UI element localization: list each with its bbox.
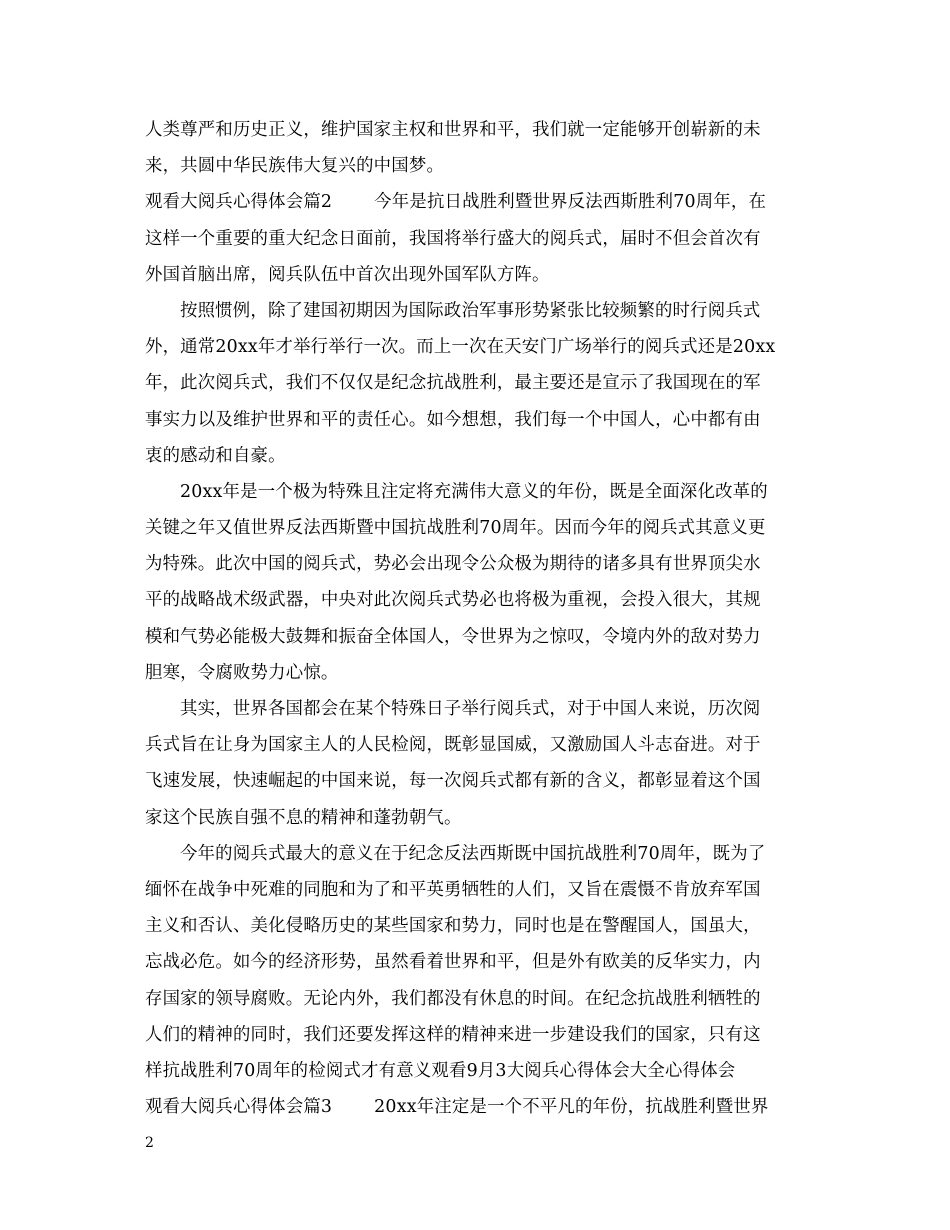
- line-text: 人们的精神的同时，我们还要发挥这样的精神来进一步建设我们的国家，只有这: [145, 1024, 761, 1045]
- line-text: 按照惯例，除了建国初期因为国际政治军事形势紧张比较频繁的时行阅兵式: [180, 300, 761, 321]
- text-line: [145, 836, 815, 872]
- text-line: [145, 112, 815, 148]
- text-line: [145, 582, 815, 618]
- line-text: 外，通常20xx年才举行举行一次。而上一次在天安门广场举行的阅兵式还是20xx: [145, 337, 776, 358]
- text-line: [145, 148, 815, 184]
- text-line: [145, 619, 815, 655]
- section-heading-line: [145, 184, 815, 220]
- text-line: [145, 293, 815, 329]
- line-text: 家这个民族自强不息的精神和蓬勃朝气。: [145, 807, 462, 828]
- line-text: 关键之年又值世界反法西斯暨中国抗战胜利70周年。因而今年的阅兵式其意义更: [145, 518, 766, 539]
- text-line: [145, 438, 815, 474]
- line-text: 飞速发展，快速崛起的中国来说，每一次阅兵式都有新的含义，都彰显着这个国: [145, 771, 761, 792]
- line-text: 来，共圆中华民族伟大复兴的中国梦。: [145, 156, 445, 177]
- document-body: [145, 112, 815, 1125]
- line-text: 衷的感动和自豪。: [145, 445, 286, 466]
- text-line: [145, 402, 815, 438]
- line-text: 今年的阅兵式最大的意义在于纪念反法西斯既中国抗战胜利70周年，既为了: [180, 843, 766, 864]
- text-line: [145, 329, 815, 365]
- line-text: 兵式旨在让身为国家主人的人民检阅，既彰显国威，又激励国人斗志奋进。对于: [145, 735, 761, 756]
- line-text: 事实力以及维护世界和平的责任心。如今想想，我们每一个中国人，心中都有由: [145, 409, 761, 430]
- line-text: 胆寒，令腐败势力心惊。: [145, 662, 339, 683]
- text-line: [145, 655, 815, 691]
- line-text: 今年是抗日战胜利暨世界反法西斯胜利70周年，在: [374, 192, 767, 213]
- line-text: 模和气势必能极大鼓舞和振奋全体国人，令世界为之惊叹，令境内外的敌对势力: [145, 626, 761, 647]
- text-line: [145, 365, 815, 401]
- text-line: [145, 727, 815, 763]
- text-line: [145, 872, 815, 908]
- section-heading: 观看大阅兵心得体会篇3: [145, 1097, 333, 1118]
- line-text: 缅怀在战争中死难的同胞和为了和平英勇牺牲的人们，又旨在震慑不肯放弃军国: [145, 879, 761, 900]
- line-text: 外国首脑出席，阅兵队伍中首次出现外国军队方阵。: [145, 264, 550, 285]
- text-line: [145, 546, 815, 582]
- text-line: [145, 1053, 815, 1089]
- section-heading-line: [145, 1089, 815, 1125]
- text-line: [145, 510, 815, 546]
- page-number: 2: [145, 1135, 154, 1151]
- line-text: 其实，世界各国都会在某个特殊日子举行阅兵式，对于中国人来说，历次阅: [180, 699, 761, 719]
- line-text: 这样一个重要的重大纪念日面前，我国将举行盛大的阅兵式，届时不但会首次有: [145, 228, 761, 249]
- text-line: [145, 944, 815, 980]
- line-text: 样抗战胜利70周年的检阅式才有意义观看9月3大阅兵心得体会大全心得体会: [145, 1060, 736, 1081]
- text-line: [145, 257, 815, 293]
- line-text: 平的战略战术级武器，中央对此次阅兵式势必也将极为重视，会投入很大，其规: [145, 590, 761, 611]
- text-line: [145, 981, 815, 1017]
- text-line: [145, 800, 815, 836]
- line-text: 20xx年注定是一个不平凡的年份，抗战胜利暨世界: [374, 1097, 769, 1118]
- section-heading: 观看大阅兵心得体会篇2: [145, 192, 333, 213]
- line-text: 忘战必危。如今的经济形势，虽然看着世界和平，但是外有欧美的反华实力，内: [145, 952, 761, 973]
- line-text: 20xx年是一个极为特殊且注定将充满伟大意义的年份，既是全面深化改革的: [180, 481, 768, 502]
- line-text: 年，此次阅兵式，我们不仅仅是纪念抗战胜利，最主要还是宣示了我国现在的军: [145, 373, 761, 394]
- text-line: [145, 221, 815, 257]
- text-line: [145, 474, 815, 510]
- text-line: [145, 908, 815, 944]
- line-text: 为特殊。此次中国的阅兵式，势必会出现令公众极为期待的诸多具有世界顶尖水: [145, 554, 761, 575]
- line-text: 存国家的领导腐败。无论内外，我们都没有休息的时间。在纪念抗战胜利牺牲的: [145, 988, 761, 1009]
- text-line: [145, 763, 815, 799]
- text-line: [145, 1017, 815, 1053]
- line-text: 人类尊严和历史正义，维护国家主权和世界和平，我们就一定能够开创崭新的未: [145, 120, 761, 140]
- line-text: 主义和否认、美化侵略历史的某些国家和势力，同时也是在警醒国人，国虽大，: [145, 916, 761, 937]
- text-line: [145, 691, 815, 727]
